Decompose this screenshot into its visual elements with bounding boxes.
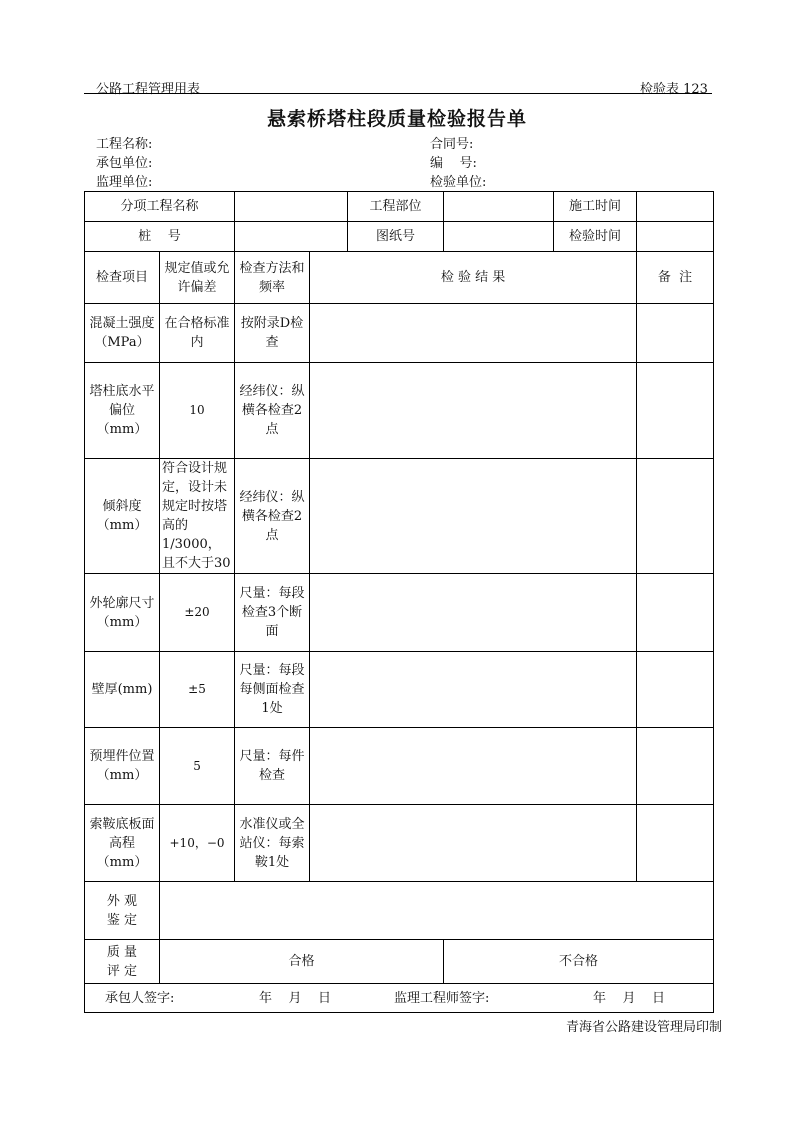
row-method: 尺量：每件检查 bbox=[235, 728, 310, 805]
row-method: 尺量：每段检查3个断面 bbox=[235, 574, 310, 652]
row-remark[interactable] bbox=[637, 805, 714, 882]
signature-cell bbox=[85, 984, 714, 1013]
row-remark[interactable] bbox=[637, 363, 714, 459]
quality-fail[interactable]: 不合格 bbox=[444, 940, 714, 984]
table-row bbox=[85, 805, 714, 882]
header-right: 检验表 123 bbox=[640, 82, 708, 97]
col-header-result: 检 验 结 果 bbox=[310, 252, 637, 304]
col-header-remark: 备 注 bbox=[637, 252, 714, 304]
signature-line bbox=[85, 989, 713, 1008]
row-item: 预埋件位置（mm） bbox=[85, 728, 160, 805]
row-item: 混凝土强度（MPa） bbox=[85, 304, 160, 363]
quality-pass[interactable]: 合格 bbox=[160, 940, 444, 984]
row-method: 经纬仪：纵横各检查2点 bbox=[235, 363, 310, 459]
row-result[interactable] bbox=[310, 459, 637, 574]
col-header-spec: 规定值或允许偏差 bbox=[160, 252, 235, 304]
meta-right bbox=[430, 135, 486, 192]
quality-row bbox=[85, 940, 714, 984]
appearance-row bbox=[85, 882, 714, 940]
row-remark[interactable] bbox=[637, 652, 714, 728]
table-row bbox=[85, 459, 714, 574]
row-remark[interactable] bbox=[637, 574, 714, 652]
inspection-time-label: 检验时间 bbox=[554, 222, 637, 252]
table-row bbox=[85, 574, 714, 652]
header-rule bbox=[84, 93, 712, 94]
row-spec: 符合设计规定，设计未规定时按塔高的1/3000，且不大于30 bbox=[160, 459, 235, 574]
meta-left bbox=[96, 135, 152, 192]
work-location-label: 工程部位 bbox=[348, 192, 444, 222]
contractor-signature-date: 年 月 日 bbox=[259, 990, 332, 1006]
row-remark[interactable] bbox=[637, 728, 714, 805]
info-row-2 bbox=[85, 222, 714, 252]
project-name-label: 工程名称: bbox=[96, 137, 153, 152]
row-result[interactable] bbox=[310, 652, 637, 728]
drawing-no-value[interactable] bbox=[444, 222, 554, 252]
row-result[interactable] bbox=[310, 363, 637, 459]
row-spec: ±20 bbox=[160, 574, 235, 652]
table-row bbox=[85, 304, 714, 363]
table-row bbox=[85, 363, 714, 459]
engineer-signature-date: 年 月 日 bbox=[593, 990, 666, 1006]
row-spec: 在合格标准内 bbox=[160, 304, 235, 363]
row-item: 外轮廓尺寸（mm） bbox=[85, 574, 160, 652]
row-method: 水准仪或全站仪：每索鞍1处 bbox=[235, 805, 310, 882]
table-row bbox=[85, 652, 714, 728]
row-result[interactable] bbox=[310, 728, 637, 805]
station-label: 桩 号 bbox=[85, 222, 235, 252]
col-header-item: 检查项目 bbox=[85, 252, 160, 304]
sub-project-label: 分项工程名称 bbox=[85, 192, 235, 222]
supervisor-label: 监理单位: bbox=[96, 175, 153, 190]
row-item: 壁厚(mm) bbox=[85, 652, 160, 728]
row-remark[interactable] bbox=[637, 304, 714, 363]
row-result[interactable] bbox=[310, 805, 637, 882]
row-item: 索鞍底板面高程（mm） bbox=[85, 805, 160, 882]
inspection-table bbox=[84, 191, 714, 1013]
row-item: 塔柱底水平偏位（mm） bbox=[85, 363, 160, 459]
row-spec: 10 bbox=[160, 363, 235, 459]
contractor-signature-label: 承包人签字: bbox=[105, 990, 175, 1006]
drawing-no-label: 图纸号 bbox=[348, 222, 444, 252]
row-result[interactable] bbox=[310, 574, 637, 652]
column-header-row bbox=[85, 252, 714, 304]
appearance-label: 外 观 鉴 定 bbox=[85, 882, 160, 940]
col-header-method: 检查方法和频率 bbox=[235, 252, 310, 304]
row-spec: +10，−0 bbox=[160, 805, 235, 882]
row-method: 尺量：每段每侧面检查1处 bbox=[235, 652, 310, 728]
info-row-1 bbox=[85, 192, 714, 222]
footer-publisher: 青海省公路建设管理局印制 bbox=[566, 1020, 723, 1035]
work-location-value[interactable] bbox=[444, 192, 554, 222]
row-spec: ±5 bbox=[160, 652, 235, 728]
sub-project-value[interactable] bbox=[235, 192, 348, 222]
signature-row bbox=[85, 984, 714, 1013]
inspection-unit-label: 检验单位: bbox=[430, 175, 487, 190]
row-item: 倾斜度（mm） bbox=[85, 459, 160, 574]
header-left: 公路工程管理用表 bbox=[96, 82, 201, 97]
row-method: 按附录D检查 bbox=[235, 304, 310, 363]
station-value[interactable] bbox=[235, 222, 348, 252]
quality-label: 质 量 评 定 bbox=[85, 940, 160, 984]
appearance-value[interactable] bbox=[160, 882, 714, 940]
contractor-label: 承包单位: bbox=[96, 156, 153, 171]
serial-no-label: 编 号: bbox=[430, 156, 477, 171]
inspection-time-value[interactable] bbox=[637, 222, 714, 252]
construction-time-value[interactable] bbox=[637, 192, 714, 222]
row-remark[interactable] bbox=[637, 459, 714, 574]
engineer-signature-label: 监理工程师签字: bbox=[394, 990, 490, 1006]
page-title: 悬索桥塔柱段质量检验报告单 bbox=[266, 108, 527, 130]
row-method: 经纬仪：纵横各检查2点 bbox=[235, 459, 310, 574]
row-result[interactable] bbox=[310, 304, 637, 363]
row-spec: 5 bbox=[160, 728, 235, 805]
construction-time-label: 施工时间 bbox=[554, 192, 637, 222]
contract-no-label: 合同号: bbox=[430, 137, 474, 152]
table-row bbox=[85, 728, 714, 805]
